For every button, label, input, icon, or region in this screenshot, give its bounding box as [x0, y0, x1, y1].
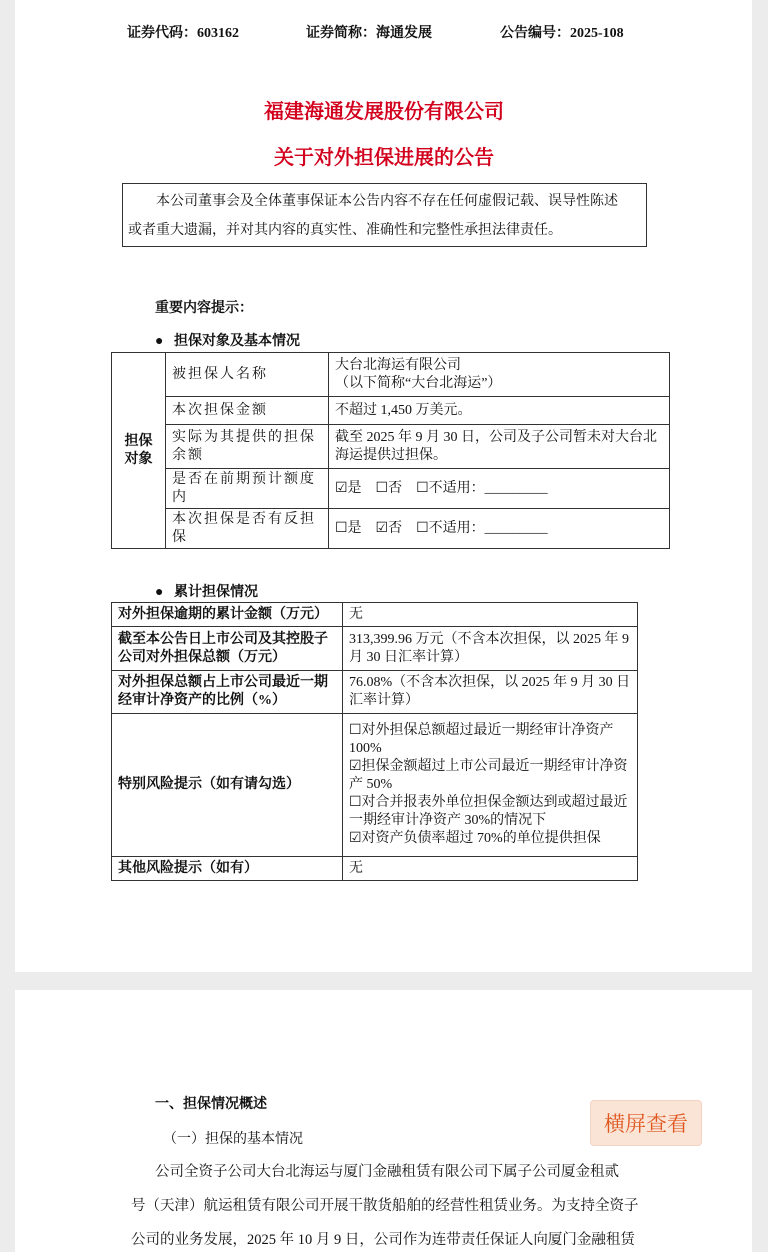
company-title: 福建海通发展股份有限公司: [264, 101, 504, 123]
disclaimer-line: 或者重大遗漏，并对其内容的真实性、准确性和完整性承担法律责任。: [128, 223, 562, 238]
row-label: 实际为其提供的担保余额: [166, 425, 329, 469]
row-value: ☑是 ☐否 ☐不适用：_________: [329, 469, 670, 509]
section-heading: 累计担保情况: [173, 585, 258, 600]
row-label: 对外担保逾期的累计金额（万元）: [112, 603, 343, 627]
landscape-view-button[interactable]: 横屏查看: [590, 1100, 702, 1146]
disclaimer-box: [122, 183, 647, 247]
row-value: 76.08%（不含本次担保，以 2025 年 9 月 30 日汇率计算）: [343, 671, 638, 714]
row-value: 无: [343, 857, 638, 881]
notice-title: 关于对外担保进展的公告: [274, 147, 494, 169]
section-heading: 担保对象及基本情况: [173, 334, 300, 349]
paragraph-line: 号（天津）航运租赁有限公司开展干散货船舶的经营性租赁业务。为支持全资子: [131, 1198, 639, 1214]
row-label: 其他风险提示（如有）: [112, 857, 343, 881]
row-label: 对外担保总额占上市公司最近一期经审计净资产的比例（%）: [112, 671, 343, 714]
section-bullet: ● 担保对象及基本情况: [155, 334, 300, 349]
row-value: 313,399.96 万元（不含本次担保，以 2025 年 9 月 30 日汇率计算）: [343, 627, 638, 671]
paragraph-line: 公司的业务发展，2025 年 10 月 9 日，公司作为连带责任保证人向厦门金融租赁: [131, 1232, 635, 1248]
row-label: 本次担保金额: [166, 397, 329, 425]
group-label: 担保对象: [112, 353, 166, 549]
cumulative-guarantee-table: [111, 602, 638, 881]
row-label: 是否在前期预计额度内: [166, 469, 329, 509]
stock-short-name: 证券简称：海通发展: [306, 26, 432, 41]
notice-number: 公告编号：2025-108: [500, 26, 624, 41]
row-label: 截至本公告日上市公司及其控股子公司对外担保总额（万元）: [112, 627, 343, 671]
row-value: 大台北海运有限公司 （以下简称“大台北海运”）: [329, 353, 670, 397]
key-points-heading: 重要内容提示：: [155, 301, 253, 316]
section-heading: 一、担保情况概述: [155, 1097, 267, 1112]
section-bullet: ● 累计担保情况: [155, 585, 258, 600]
row-label: 本次担保是否有反担保: [166, 509, 329, 549]
row-value: 截至 2025 年 9 月 30 日，公司及子公司暂未对大台北海运提供过担保。: [329, 425, 670, 469]
subsection-heading: （一）担保的基本情况: [163, 1132, 303, 1147]
guarantee-target-table: [111, 352, 670, 549]
stock-code: 证券代码：603162: [127, 26, 239, 41]
row-label: 被担保人名称: [166, 353, 329, 397]
disclaimer-line: 本公司董事会及全体董事保证本公告内容不存在任何虚假记载、误导性陈述: [156, 194, 618, 209]
risk-checklist: ☐对外担保总额超过最近一期经审计净资产 100% ☑担保金额超过上市公司最近一期经审计净资产 50% ☐对合并报表外单位担保金额达到或超过最近一期经审计净资产 30%的情况下 ☑对资产负债率超过 70%的单位提供担保: [343, 714, 638, 857]
row-label: 特别风险提示（如有请勾选）: [112, 714, 343, 857]
row-value: 不超过 1,450 万美元。: [329, 397, 670, 425]
row-value: ☐是 ☑否 ☐不适用：_________: [329, 509, 670, 549]
row-value: 无: [343, 603, 638, 627]
paragraph-line: 公司全资子公司大台北海运与厦门金融租赁有限公司下属子公司厦金租贰: [155, 1164, 619, 1180]
